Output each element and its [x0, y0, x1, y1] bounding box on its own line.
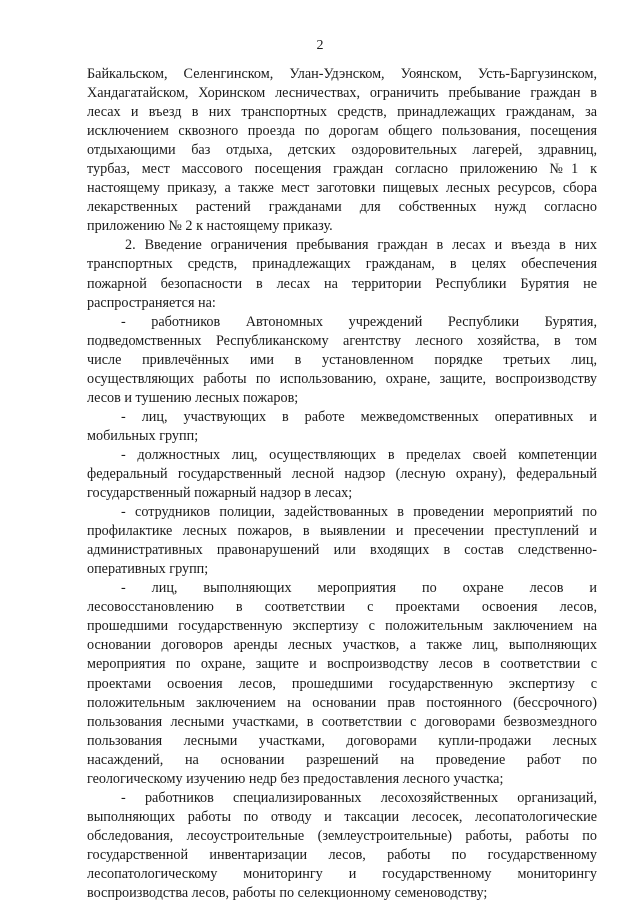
text-line: подведомственных Республиканскому агентству лесного хозяйства, в том — [87, 332, 597, 349]
text-line: исключением сквозного проезда по дорогам общего пользования, посещения — [87, 123, 597, 140]
page-number: 2 — [316, 38, 324, 53]
text-line: осуществляющих работы по использованию, охране, защите, воспроизводству — [87, 370, 597, 387]
text-line: проектами освоения лесов, прошедшими государственную экспертизу с — [87, 675, 597, 692]
text-line: пожарной безопасности в лесах на территории Республики Бурятия не — [87, 275, 597, 292]
text-line: государственный пожарный надзор в лесах; — [87, 485, 353, 502]
text-line: лекарственных растений гражданами для собственных нужд согласно — [87, 199, 597, 216]
list-item-line: - сотрудников полиции, задействованных в проведении мероприятий по — [121, 504, 597, 521]
list-item-line: - лиц, участвующих в работе межведомственных оперативных и — [121, 408, 597, 425]
text-line: пользования лесными участками, в соответствии с договорами безвозмездного — [87, 713, 597, 730]
text-line: приложению № 2 к настоящему приказу. — [87, 218, 333, 235]
text-line: лесовосстановлению в соответствии с проектами освоения лесов, — [87, 599, 597, 616]
text-line: федеральный государственный лесной надзор (лесную охрану), федеральный — [87, 465, 597, 482]
text-line: лесов и тушению лесных пожаров; — [87, 389, 299, 406]
list-item-line: - работников Автономных учреждений Республики Бурятия, — [121, 313, 597, 330]
text-line: обследования, лесоустроительные (землеустроительные) работы, работы по — [87, 827, 597, 844]
text-line: профилактике лесных пожаров, в выявлении и пресечении преступлений и — [87, 523, 597, 540]
text-line: положительным заключением на основании прав постоянного (бессрочного) — [87, 694, 597, 711]
text-line: лесопатологическому мониторингу и государственному мониторингу — [87, 865, 597, 882]
text-line: лесах и въезд в них транспортных средств, принадлежащих гражданам, за — [87, 104, 597, 121]
text-line: оперативных групп; — [87, 561, 209, 578]
clause-heading-line: 2. Введение ограничения пребывания граждан в лесах и въезда в них — [125, 237, 597, 254]
text-line: прошедшими государственную экспертизу с положительным заключением на — [87, 618, 597, 635]
text-line: распространяется на: — [87, 294, 216, 311]
text-line: насаждений, на основании разрешений на проведение работ по — [87, 751, 597, 768]
text-line: пользования лесными участками, договорами купли-продажи лесных — [87, 732, 597, 749]
text-line: Байкальском, Селенгинском, Улан-Удэнском, Уоянском, Усть-Баргузинском, — [87, 66, 597, 82]
list-item-line: - лиц, выполняющих мероприятия по охране лесов и — [121, 580, 597, 597]
text-line: турбаз, мест массового посещения граждан согласно приложению №1 к — [87, 161, 597, 178]
text-line: настоящему приказу, а также мест заготовки пищевых лесных ресурсов, сбора — [87, 180, 597, 197]
list-item-line: - работников специализированных лесохозяйственных организаций, — [121, 789, 597, 806]
text-line: транспортных средств, принадлежащих гражданам, в целях обеспечения — [87, 256, 597, 273]
text-line: государственной инвентаризации лесов, работы по государственному — [87, 846, 597, 863]
text-line: отдыхающими баз отдыха, детских оздоровительных лагерей, здравниц, — [87, 142, 597, 159]
document-body — [87, 65, 597, 903]
text-line: Хандагатайском, Хоринском лесничествах, ограничить пребывание граждан в — [87, 85, 597, 102]
text-line: мероприятия по охране, защите и воспроизводству лесов в соответствии с — [87, 656, 597, 673]
text-line: выполняющих работы по отводу и таксации лесосек, лесопатологические — [87, 808, 597, 825]
list-item-line: - должностных лиц, осуществляющих в пределах своей компетенции — [121, 446, 597, 463]
text-line: мобильных групп; — [87, 427, 199, 444]
text-line: основании договоров аренды лесных участков, а также лиц, выполняющих — [87, 637, 597, 654]
text-line: воспроизводства лесов, работы по селекционному семеноводству; — [87, 885, 488, 902]
text-line: числе привлечённых ими в установленном порядке третьих лиц, — [87, 351, 597, 368]
text-line: административных правонарушений или входящих в состав следственно- — [87, 542, 597, 559]
text-line: геологическому изучению недр без предоставления лесного участка; — [87, 770, 504, 787]
